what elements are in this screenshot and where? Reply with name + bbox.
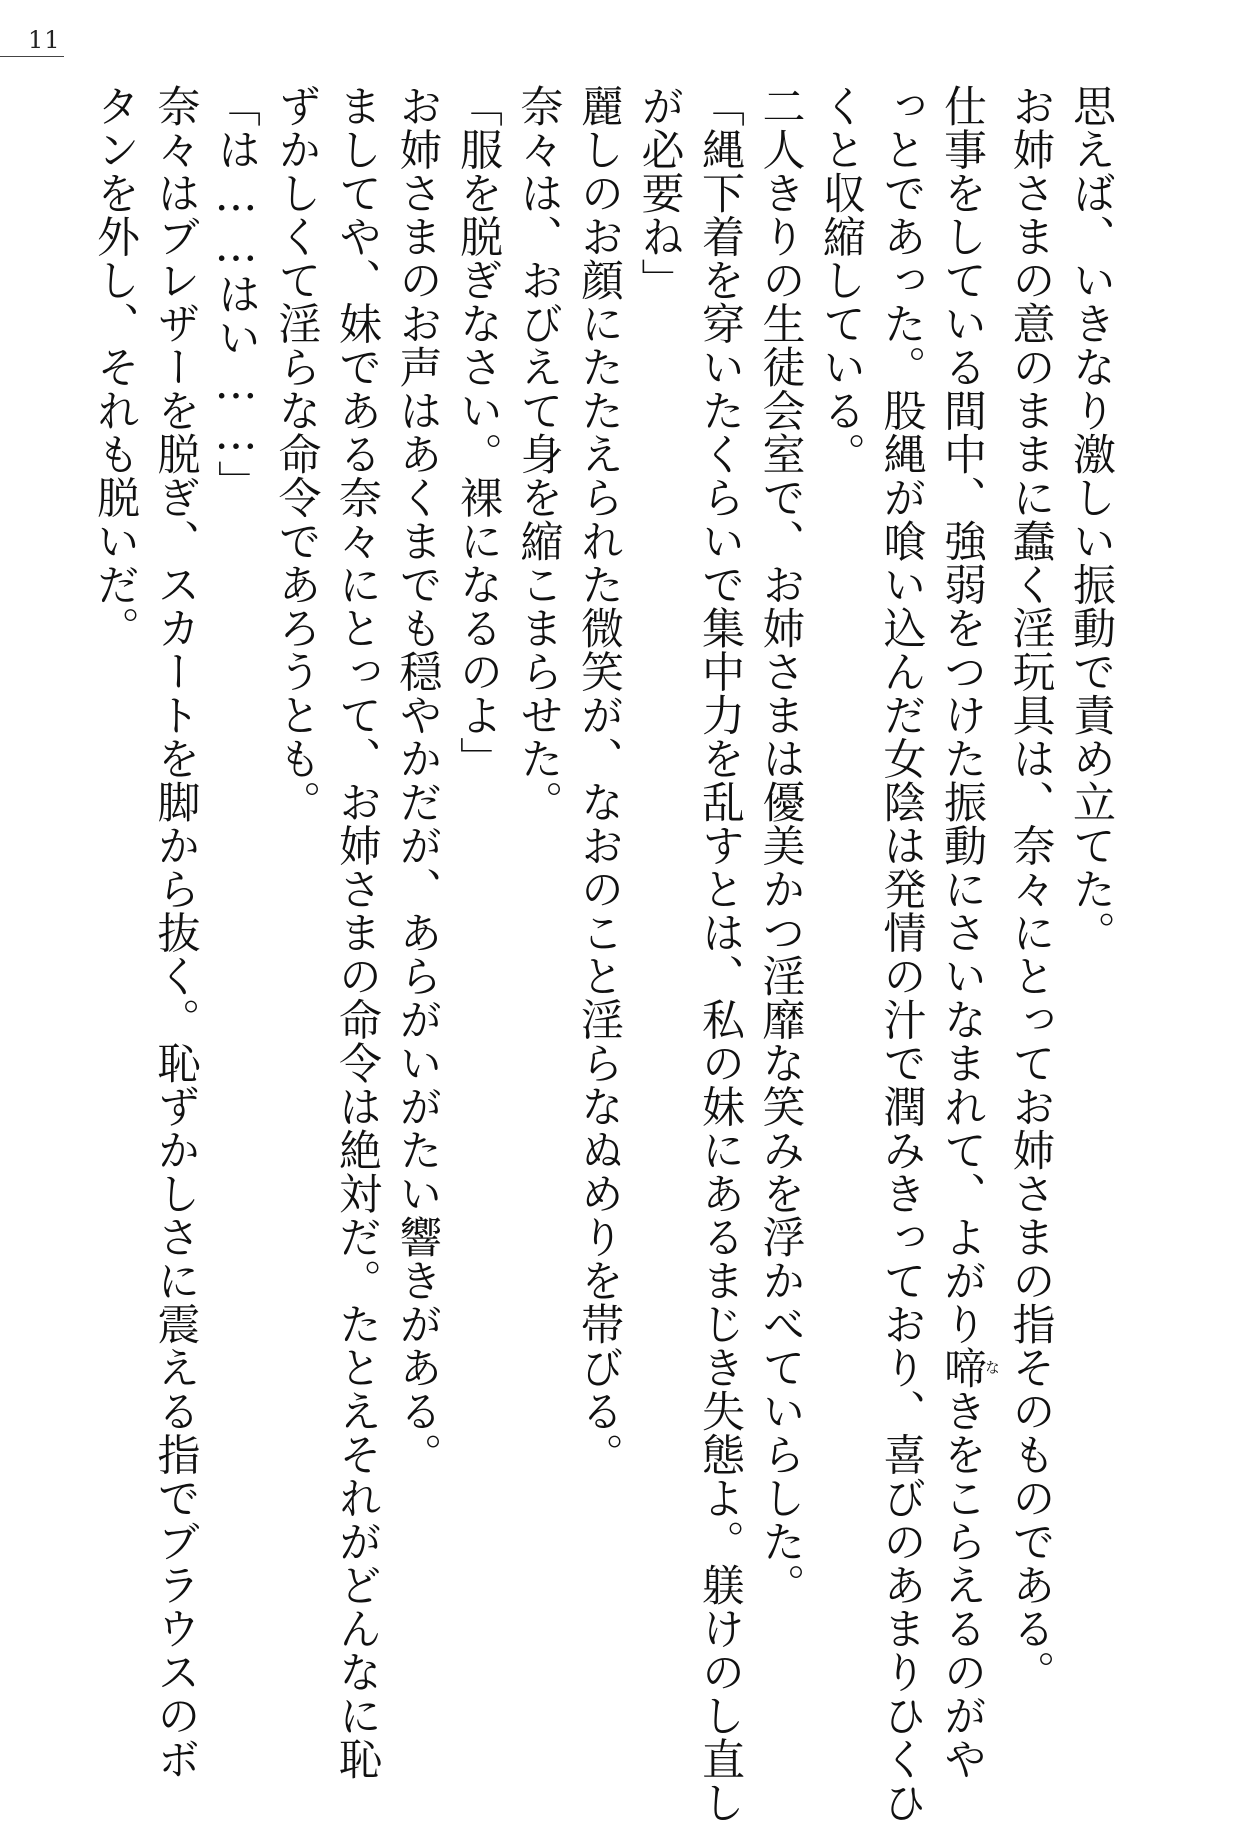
- page-number-rule: [0, 56, 64, 57]
- ruby-reading: な: [983, 1345, 1001, 1389]
- text-line: ましてや、妹である奈々にとって、お姉さまの命令は絶対だ。たとえそれがどんなに恥: [332, 84, 382, 1781]
- ruby-word: 啼な: [937, 1345, 1001, 1389]
- novel-body-text: [85, 84, 1122, 1824]
- text-line-before-ruby: 仕事をしている間中、強弱をつけた振動にさいなまれて、よがり: [937, 84, 987, 1346]
- text-line: 「は……はい……」: [211, 84, 261, 504]
- text-line: 奈々は、おびえて身を縮こまらせた。: [513, 84, 564, 824]
- text-line: お姉さまの意のままに蠢く淫玩具は、奈々にとってお姉さまの指そのものである。: [1005, 84, 1056, 1694]
- text-line: くと収縮している。: [816, 84, 866, 476]
- page-number: 11: [28, 26, 61, 54]
- text-line: 奈々はブレザーを脱ぎ、スカートを脚から抜く。恥ずかしさに震える指でブラウスのボ: [150, 84, 201, 1781]
- text-line: 麗しのお顔にたたえられた微笑が、なおのこと淫らなぬめりを帯びる。: [574, 84, 624, 1476]
- text-line: 思えば、いきなり激しい振動で責め立てた。: [1066, 84, 1116, 954]
- text-line: が必要ね」: [634, 84, 685, 302]
- text-line: [932, 84, 1001, 1781]
- text-line: 二人きりの生徒会室で、お姉さまは優美かつ淫靡な笑みを浮かべていらした。: [755, 84, 806, 1607]
- text-line-after-ruby: きをこらえるのがや: [937, 1389, 987, 1781]
- text-line: 「服を脱ぎなさい。裸になるのよ」: [453, 84, 503, 780]
- text-line: 「縄下着を穿いたくらいで集中力を乱すとは、私の妹にあるまじき失態よ。躾けのし直し: [695, 84, 745, 1824]
- text-line: タンを外し、それも脱いだ。: [90, 84, 140, 650]
- text-line: ずかしくて淫らな命令であろうとも。: [271, 84, 322, 824]
- text-line: お姉さまのお声はあくまでも穏やかだが、あらがいがたい響きがある。: [392, 84, 443, 1476]
- text-line: っとであった。股縄が喰い込んだ女陰は発情の汁で潤みきっており、喜びのあまりひくひ: [876, 84, 927, 1824]
